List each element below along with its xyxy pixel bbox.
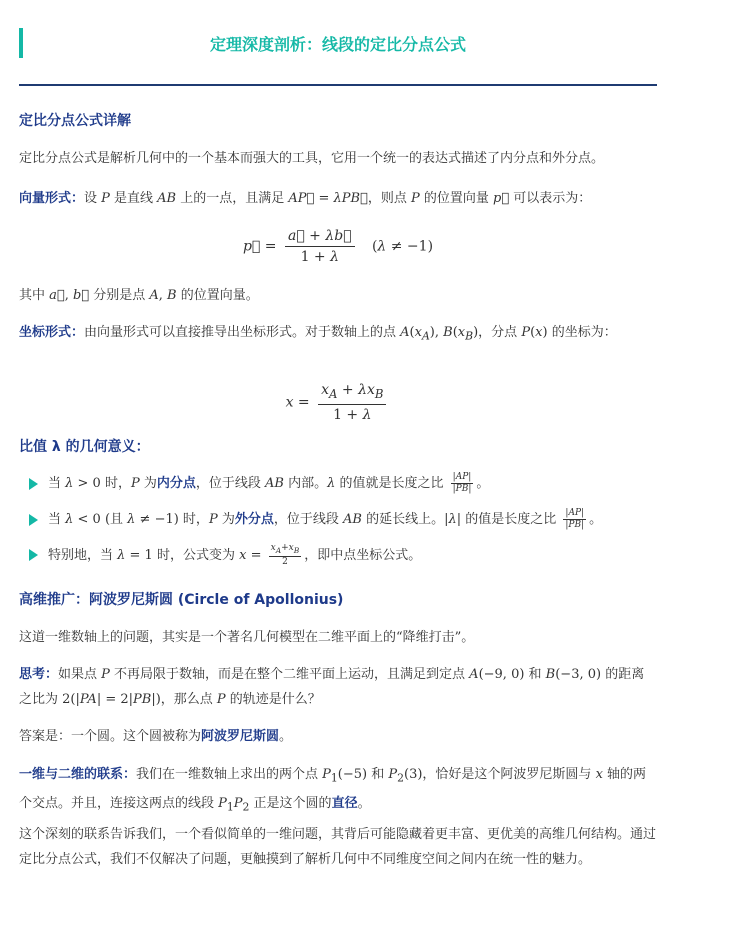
coordinate-form-label: 坐标形式：: [19, 325, 85, 340]
bullet-external-division: 当 λ < 0 (且 λ ≠ −1) 时，P 为外分点，位于线段 AB 的延长线上。|λ| 的值是长度之比 $\frac{|AP|}{|PB|}$ 。: [29, 508, 657, 531]
ratio-heading: 比值 λ 的几何意义：: [19, 439, 150, 455]
intro-paragraph: 定比分点公式是解析几何中的一个基本而强大的工具，它用一个统一的表达式描述了内分点和外分点。: [19, 151, 605, 166]
closing-paragraph: 这个深刻的联系告诉我们，一个看似简单的一维问题，其背后可能隐藏着更丰富、更优美的高维几何结构。通过定比分点公式，我们不仅解决了问题，更触摸到了解析几何中不同维度空间之间内在统一性的魅力。: [19, 827, 657, 867]
bullet-internal-division: 当 λ > 0 时，P 为内分点，位于线段 AB 内部。λ 的值就是长度之比 $\frac{|AP|}{|PB|}$ 。: [29, 472, 657, 495]
position-vector-note: 其中 a⃗, b⃗ 分别是点 A, B 的位置向量。: [19, 288, 259, 303]
section-heading-apollonius: 高维推广：阿波罗尼斯圆 (Circle of Apollonius): [19, 592, 344, 608]
link-label: 一维与二维的联系：: [19, 767, 137, 782]
vector-form-paragraph: 向量形式：设 P 是直线 AB 上的一点，且满足 AP⃗ = λPB⃗，则点 P 的位置向量 p⃗ 可以表示为：: [19, 191, 592, 206]
coordinate-form-paragraph: 坐标形式：由向量形式可以直接推导出坐标形式。对于数轴上的点 $A(x_A)$, $B(x_B)$，分点 P(x) 的坐标为：: [19, 325, 617, 343]
answer-term: 阿波罗尼斯圆: [201, 729, 280, 744]
title-bar: [19, 28, 657, 58]
think-label: 思考：: [19, 667, 59, 682]
bullet-triangle-icon: [29, 514, 38, 526]
answer-paragraph: 答案是：一个圆。这个圆被称为阿波罗尼斯圆。: [19, 729, 293, 744]
link-paragraph: 一维与二维的联系：我们在一维数轴上求出的两个点 $P_1(-5)$ 和 $P_2(3)$，恰好是这个阿波罗尼斯圆与 x 轴的两个交点。并且，连接这两点的线段 $P_1P_2$ 正是这个圆的直径。: [19, 767, 647, 814]
answer-prefix: 答案是：一个圆。这个圆被称为: [19, 729, 202, 744]
think-paragraph: 思考：如果点 P 不再局限于数轴，而是在整个二维平面上运动，且满足到定点 A(−9, 0) 和 B(−3, 0) 的距离之比为 2(|PA| = 2|PB|)，那么点 P 的轨迹是什么？: [19, 667, 645, 707]
apollonius-intro: 这道一维数轴上的问题，其实是一个著名几何模型在二维平面上的“降维打击”。: [19, 630, 475, 645]
coordinate-formula: x = $\frac{x_A + \lambda x_B}{1 + \lambda}$: [19, 380, 657, 425]
bullet-midpoint: 特别地，当 λ = 1 时，公式变为 x = $\frac{x_A+x_B}{2}$ ，即中点坐标公式。: [29, 543, 657, 568]
title-divider: [19, 84, 657, 86]
bullet-triangle-icon: [29, 478, 38, 490]
section-heading-formula: 定比分点公式详解: [19, 113, 131, 129]
page-title: 定理深度剖析：线段的定比分点公式: [209, 35, 466, 54]
bullet-triangle-icon: [29, 549, 38, 561]
vector-formula: p⃗ = $\frac{a⃗ + \lambda b⃗}{1 + \lambda}$ (λ ≠ −1): [242, 228, 434, 265]
vector-form-label: 向量形式：: [19, 191, 85, 206]
